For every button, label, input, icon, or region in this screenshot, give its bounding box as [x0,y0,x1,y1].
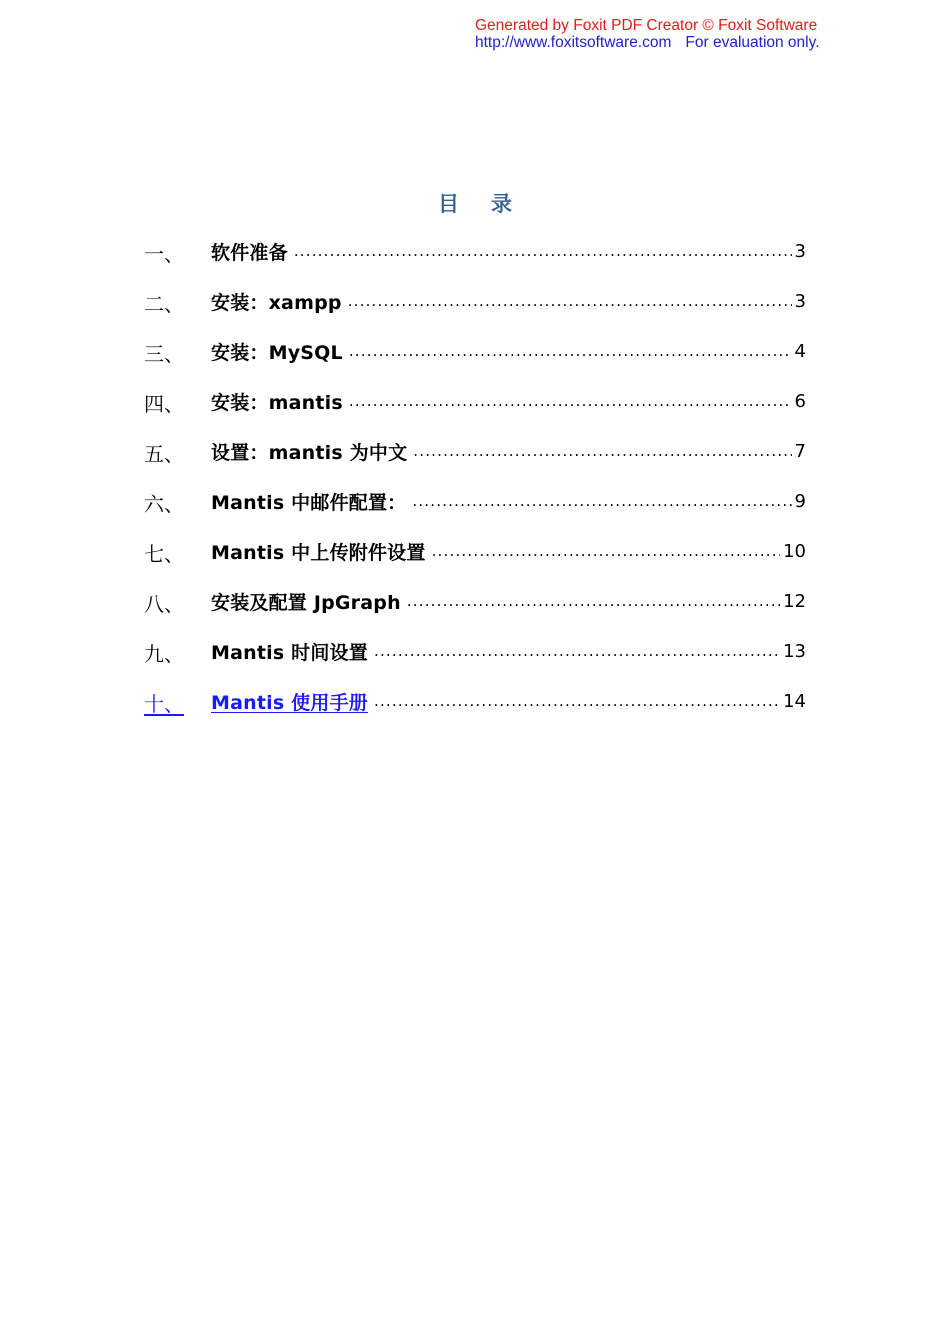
toc-entry-title: Mantis 中上传附件设置 [211,542,426,564]
toc-entry-number: 七、 [144,542,184,566]
toc-dot-leader [413,438,791,464]
toc-entry-number: 二、 [144,292,184,316]
toc-dot-leader [348,288,792,314]
toc-entry-7[interactable] [144,538,806,588]
watermark-line-2 [475,34,820,51]
toc-entry-title: 安装：xampp [211,292,342,314]
toc-entry-title: Mantis 中邮件配置： [211,492,407,514]
toc-entry-page: 13 [783,641,806,662]
toc-entry-page: 3 [794,291,806,312]
toc-dot-leader [294,238,792,264]
toc-entry-number: 六、 [144,492,184,516]
toc-dot-leader [407,588,780,614]
foxit-watermark [475,17,820,51]
toc-entry-10-link[interactable] [144,688,806,738]
toc-entry-5[interactable] [144,438,806,488]
toc-entry-number: 四、 [144,392,184,416]
toc-entry-number: 九、 [144,642,184,666]
toc-dot-leader [432,538,781,564]
toc-entry-2[interactable] [144,288,806,338]
toc-entry-title: 安装：MySQL [211,342,343,364]
toc-entry-page: 4 [794,341,806,362]
toc-entry-number: 八、 [144,592,184,616]
toc-entry-title-link[interactable]: Mantis 使用手册 [211,692,368,714]
toc-entry-3[interactable] [144,338,806,388]
toc-entry-page: 14 [783,691,806,712]
toc-entry-page: 7 [794,441,806,462]
toc-entry-page: 12 [783,591,806,612]
toc-dot-leader [349,388,792,414]
toc-entry-number: 三、 [144,342,184,366]
toc-entry-page: 3 [794,241,806,262]
toc-entry-page: 10 [783,541,806,562]
toc-entry-number: 五、 [144,442,184,466]
toc-entry-title: 软件准备 [211,242,288,264]
toc-entry-title: 设置：mantis 为中文 [211,442,408,464]
toc-entry-title: 安装：mantis [211,392,343,414]
toc-entry-number[interactable]: 十、 [144,692,184,716]
table-of-contents [144,238,806,738]
watermark-evaluation-note: For evaluation only. [685,34,820,51]
toc-dot-leader [374,688,780,714]
toc-dot-leader [412,488,791,514]
toc-entry-8[interactable] [144,588,806,638]
toc-entry-1[interactable] [144,238,806,288]
toc-entry-4[interactable] [144,388,806,438]
toc-entry-number: 一、 [144,242,184,266]
toc-entry-page: 6 [794,391,806,412]
toc-title: 目录 [438,191,544,216]
toc-dot-leader [374,638,780,664]
toc-entry-6[interactable] [144,488,806,538]
toc-entry-page: 9 [794,491,806,512]
toc-entry-title: Mantis 时间设置 [211,642,368,664]
toc-entry-9[interactable] [144,638,806,688]
toc-dot-leader [349,338,792,364]
watermark-url[interactable]: http://www.foxitsoftware.com [475,34,672,51]
watermark-generator-text: Generated by Foxit PDF Creator © Foxit Software [475,17,818,34]
toc-entry-title: 安装及配置 JpGraph [211,592,401,614]
